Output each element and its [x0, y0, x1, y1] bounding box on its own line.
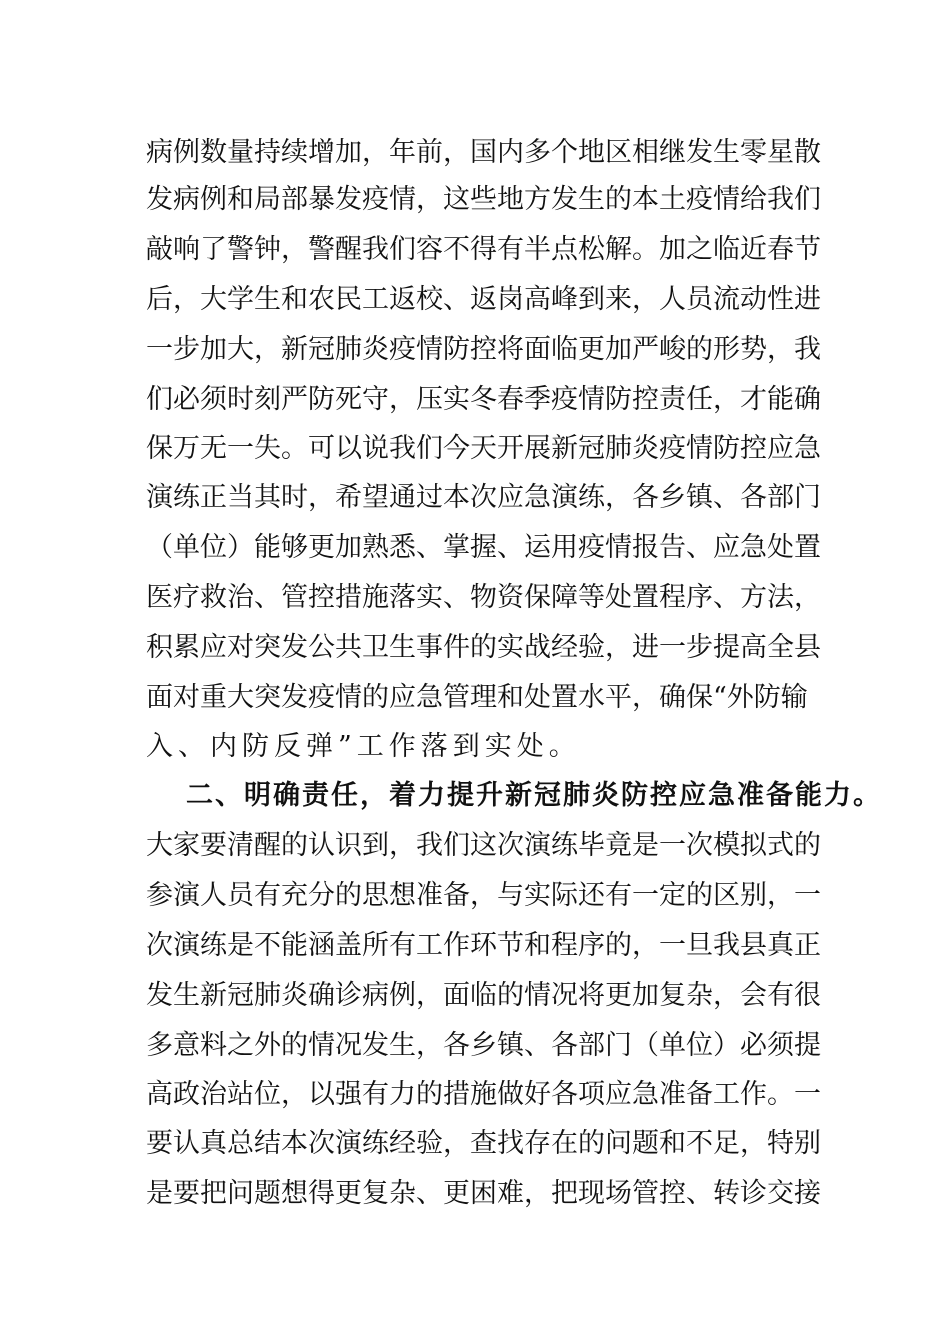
body-line: 多意料之外的情况发生，各乡镇、各部门（单位）必须提 [146, 1030, 821, 1061]
body-line: 医疗救治、管控措施落实、物资保障等处置程序、方法， [146, 582, 821, 613]
body-line: 敲响了警钟，警醒我们容不得有半点松解。加之临近春节 [146, 234, 821, 265]
body-line: 一步加大，新冠肺炎疫情防控将面临更加严峻的形势，我 [146, 334, 821, 365]
body-line: 演练正当其时，希望通过本次应急演练，各乡镇、各部门 [146, 482, 821, 513]
body-line: 要认真总结本次演练经验，查找存在的问题和不足，特别 [146, 1128, 821, 1159]
body-line: 发病例和局部暴发疫情，这些地方发生的本土疫情给我们 [146, 184, 821, 215]
body-line: 发生新冠肺炎确诊病例，面临的情况将更加复杂，会有很 [146, 980, 821, 1011]
section-heading: 二、明确责任，着力提升新冠肺炎防控应急准备能力。 [186, 780, 882, 811]
body-line: 大家要清醒的认识到，我们这次演练毕竟是一次模拟式的 [146, 830, 821, 861]
body-line: 次演练是不能涵盖所有工作环节和程序的，一旦我县真正 [146, 930, 821, 961]
body-line: 入、内防反弹”工作落到实处。 [146, 731, 581, 762]
body-line: 面对重大突发疫情的应急管理和处置水平，确保“外防输 [146, 682, 808, 713]
body-line: 参演人员有充分的思想准备，与实际还有一定的区别，一 [146, 880, 821, 911]
body-line: 是要把问题想得更复杂、更困难，把现场管控、转诊交接 [146, 1178, 821, 1209]
body-line: 病例数量持续增加，年前，国内多个地区相继发生零星散 [146, 137, 821, 168]
body-line: 积累应对突发公共卫生事件的实战经验，进一步提高全县 [146, 632, 821, 663]
body-line: （单位）能够更加熟悉、掌握、运用疫情报告、应急处置 [146, 532, 821, 563]
body-line: 高政治站位，以强有力的措施做好各项应急准备工作。一 [146, 1079, 821, 1110]
body-line: 保万无一失。可以说我们今天开展新冠肺炎疫情防控应急 [146, 433, 821, 464]
body-line: 们必须时刻严防死守，压实冬春季疫情防控责任，才能确 [146, 384, 821, 415]
body-line: 后，大学生和农民工返校、返岗高峰到来，人员流动性进 [146, 284, 821, 315]
